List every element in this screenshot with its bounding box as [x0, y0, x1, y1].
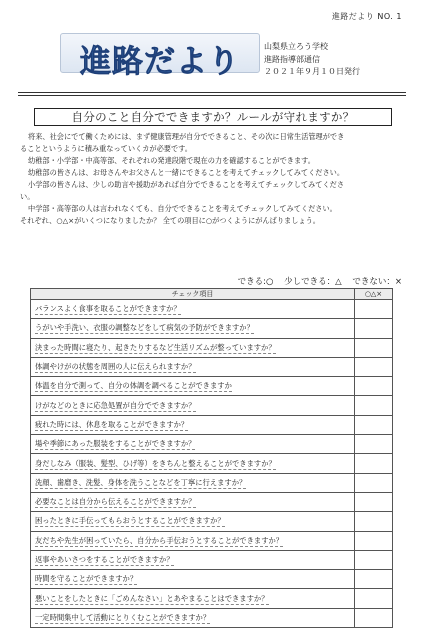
page-number: 進路だより NO. 1 — [331, 12, 402, 21]
body-paragraph: それぞれ、○△×がいくつになりましたか？ 全ての項目に○がつくようにがんばりましょう。 — [20, 216, 320, 225]
checklist-header-item: チェック項目 — [31, 289, 355, 300]
school-name: 山梨県立ろう学校 — [264, 42, 328, 51]
mark-cell[interactable] — [355, 492, 393, 511]
mark-cell[interactable] — [355, 396, 393, 415]
table-row — [31, 357, 393, 376]
body-text — [20, 131, 412, 227]
checklist-item: 返事やあいさつをすることができますか？ — [35, 555, 174, 564]
checklist-item: 洗顔、歯磨き、洗髪、身体を洗うことなどを丁寧に行えますか？ — [35, 477, 247, 487]
table-row — [31, 338, 393, 357]
header-divider-top — [18, 92, 406, 93]
mark-cell[interactable] — [355, 512, 393, 531]
table-row — [31, 550, 393, 569]
mark-cell[interactable] — [355, 608, 393, 627]
mark-cell[interactable] — [355, 531, 393, 550]
checklist-item: 体調やけがの状態を周囲の人に伝えられますか？ — [35, 362, 196, 372]
table-row — [31, 300, 393, 319]
table-row — [31, 589, 393, 608]
checklist-header-row — [31, 289, 393, 300]
checklist-item: 身だしなみ（服装、髪型、ひげ等）をきちんと整えることができますか？ — [35, 458, 276, 468]
issue-date: ２０２１年９月１０日発行 — [264, 67, 360, 76]
mark-cell[interactable] — [355, 550, 393, 569]
table-row — [31, 492, 393, 511]
header-divider-bottom — [18, 95, 406, 96]
checklist-item: バランスよく食事を取ることができますか？ — [35, 304, 181, 314]
table-row — [31, 570, 393, 589]
checklist-item: 場や季節にあった服装をすることができますか？ — [35, 439, 196, 449]
mark-cell[interactable] — [355, 454, 393, 473]
mark-cell[interactable] — [355, 300, 393, 319]
mark-cell[interactable] — [355, 357, 393, 376]
legend — [230, 275, 402, 287]
mark-cell[interactable] — [355, 435, 393, 454]
checklist-item: 時間を守ることができますか？ — [35, 574, 138, 584]
masthead-title — [60, 33, 260, 80]
checklist-item: 一定時間集中して活動にとりくむことができますか？ — [35, 612, 211, 622]
checklist-item: 決まった時間に寝たり、起きたりするなど生活リズムが整っていますか？ — [35, 342, 276, 352]
table-row — [31, 454, 393, 473]
body-paragraph: 幼稚部・小学部・中高等部、それぞれの発達段階で現在の力を確認することができます。 — [28, 156, 315, 165]
table-row — [31, 512, 393, 531]
table-row — [31, 608, 393, 627]
table-row — [31, 531, 393, 550]
table-row — [31, 473, 393, 492]
mark-cell[interactable] — [355, 415, 393, 434]
checklist-item: けがなどのときに応急処置が自分でできますか？ — [35, 400, 196, 410]
mark-cell[interactable] — [355, 377, 393, 396]
checklist-item: 悪いことをしたときに「ごめんなさい」とあやまることはできますか？ — [35, 593, 269, 603]
body-paragraph: 小学部の皆さんは、少しの助言や援助があれば自分でできることを考えてチェックしてみてくださ — [28, 180, 345, 189]
checklist-table — [30, 288, 393, 628]
checklist-item: 疲れた時には、休息を取ることができますか？ — [35, 419, 189, 429]
body-paragraph: ることというように積み重なっていくカが必要です。 — [20, 144, 192, 153]
checklist-item: 困ったときに手伝ってもらおうとすることができますか？ — [35, 516, 225, 526]
checklist-item: うがいや手洗い、衣服の調整などをして病気の予防ができますか？ — [35, 323, 254, 333]
headline-box: 自分のこと自分でできますか？ルールが守れますか？ — [34, 108, 392, 126]
body-paragraph: 中学部・高等部の人は言われなくても、自分でできることを考えてチェックしてみてください。 — [28, 204, 337, 213]
legend-can: できる:○ — [237, 277, 274, 287]
legend-partly: 少しできる：△ — [284, 277, 342, 287]
body-paragraph: い。 — [20, 192, 35, 201]
department-name: 進路指導部通信 — [264, 54, 320, 64]
checklist-item: 必要なことは自分から伝えることができますか？ — [35, 497, 196, 507]
table-row — [31, 319, 393, 338]
table-row — [31, 435, 393, 454]
mark-cell[interactable] — [355, 473, 393, 492]
table-row — [31, 377, 393, 396]
mark-cell[interactable] — [355, 570, 393, 589]
checklist-header-mark: ○△× — [355, 289, 393, 300]
mark-cell[interactable] — [355, 319, 393, 338]
table-row — [31, 396, 393, 415]
body-paragraph: 幼稚部の皆さんは、お母さんやお父さんと一緒にできることを考えてチェックしてみてください。 — [28, 168, 345, 177]
mark-cell[interactable] — [355, 338, 393, 357]
masthead-title-text: 進路だより — [80, 44, 240, 80]
school-info — [264, 41, 360, 79]
body-paragraph: 将来、社会にでて働くためには、まず健康管理が自分でできること、その次に日常生活管理ができ — [28, 132, 345, 141]
table-row — [31, 415, 393, 434]
checklist-item: 体温を自分で測って、自分の体調を調べることができますか — [35, 381, 232, 391]
mark-cell[interactable] — [355, 589, 393, 608]
legend-cannot: できない：× — [352, 277, 402, 287]
checklist-item: 友だちや先生が困っていたら、自分から手伝おうとすることができますか？ — [35, 535, 284, 545]
